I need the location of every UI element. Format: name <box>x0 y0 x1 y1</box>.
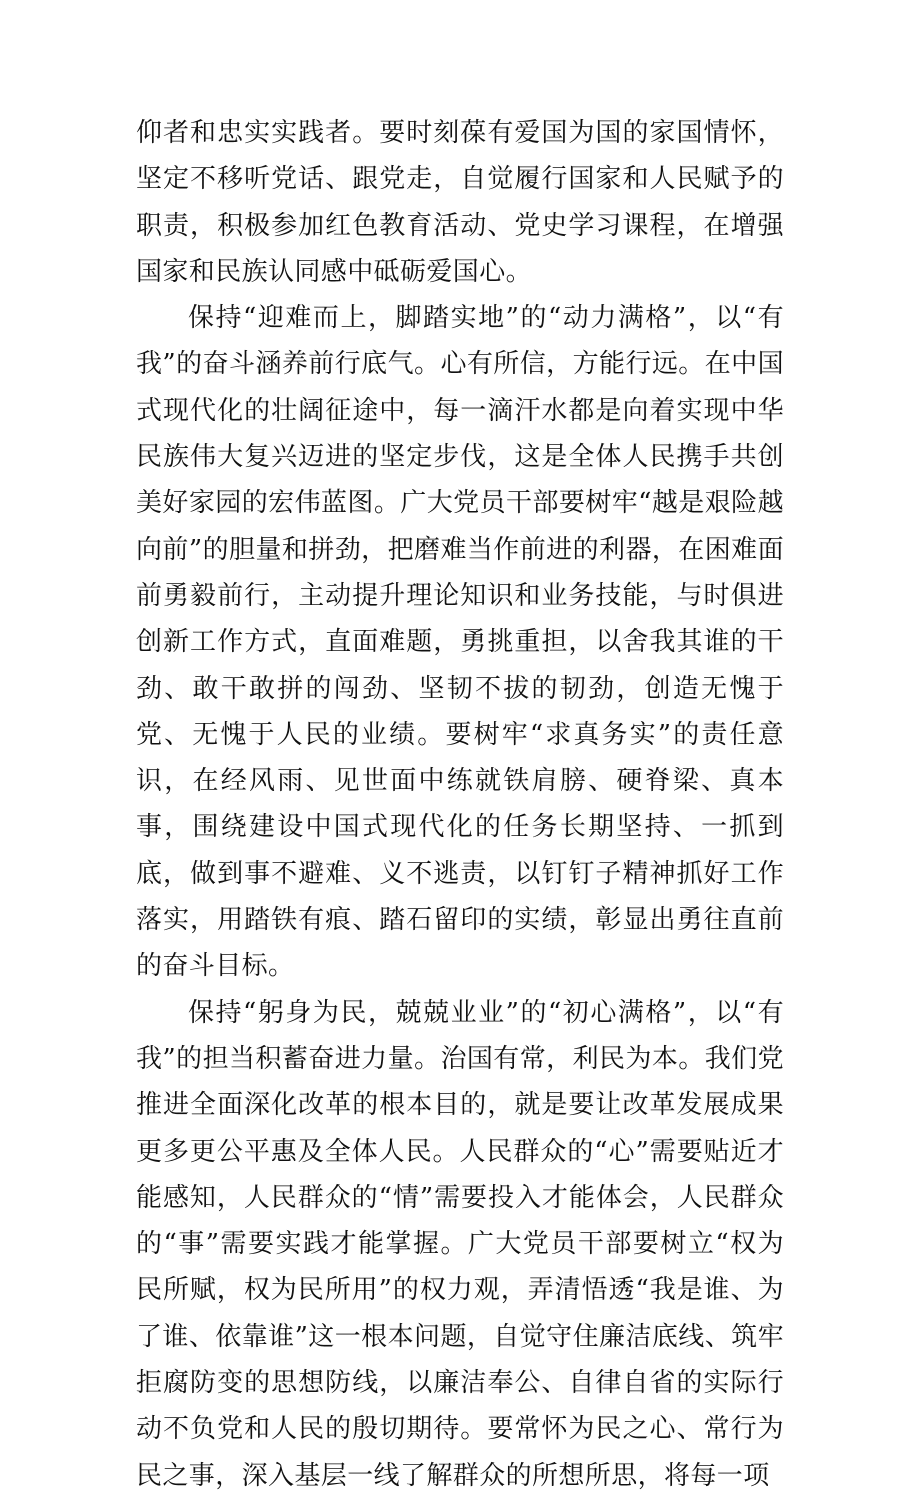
document-body <box>136 110 784 1499</box>
paragraph-1: 仰者和忠实实践者。要时刻葆有爱国为国的家国情怀，坚定不移听党话、跟党走，自觉履行国家和人民赋予的职责，积极参加红色教育活动、党史学习课程，在增强国家和民族认同感中砥砺爱国心。 <box>136 118 784 287</box>
paragraph-3: 保持“躬身为民，兢兢业业”的“初心满格”，以“有我”的担当积蓄奋进力量。治国有常，利民为本。我们党推进全面深化改革的根本目的，就是要让改革发展成果更多更公平惠及全体人民。人民群众的“心”需要贴近才能感知，人民群众的“情”需要投入才能体会，人民群众的“事”需要实践才能掌握。广大党员干部要树立“权为民所赋，权为民所用”的权力观，弄清悟透“我是谁、为了谁、依靠谁”这一根本问题，自觉守住廉洁底线、筑牢拒腐防变的思想防线，以廉洁奉公、自律自省的实际行动不负党和人民的殷切期待。要常怀为民之心、常行为民之事，深入基层一线了解群众的所想所思，将每一项 <box>136 997 784 1491</box>
paragraph-2: 保持“迎难而上，脚踏实地”的“动力满格”，以“有我”的奋斗涵养前行底气。心有所信，方能行远。在中国式现代化的壮阔征途中，每一滴汗水都是向着实现中华民族伟大复兴迈进的坚定步伐，这是全体人民携手共创美好家园的宏伟蓝图。广大党员干部要树牢“越是艰险越向前”的胆量和拼劲，把磨难当作前进的利器，在困难面前勇毅前行，主动提升理论知识和业务技能，与时俱进创新工作方式，直面难题，勇挑重担，以舍我其谁的干劲、敢干敢拼的闯劲、坚韧不拔的韧劲，创造无愧于党、无愧于人民的业绩。要树牢“求真务实”的责任意识，在经风雨、见世面中练就铁肩膀、硬脊梁、真本事，围绕建设中国式现代化的任务长期坚持、一抓到底，做到事不避难、义不逃责，以钉钉子精神抓好工作落实，用踏铁有痕、踏石留印的实绩，彰显出勇往直前的奋斗目标。 <box>136 303 784 982</box>
